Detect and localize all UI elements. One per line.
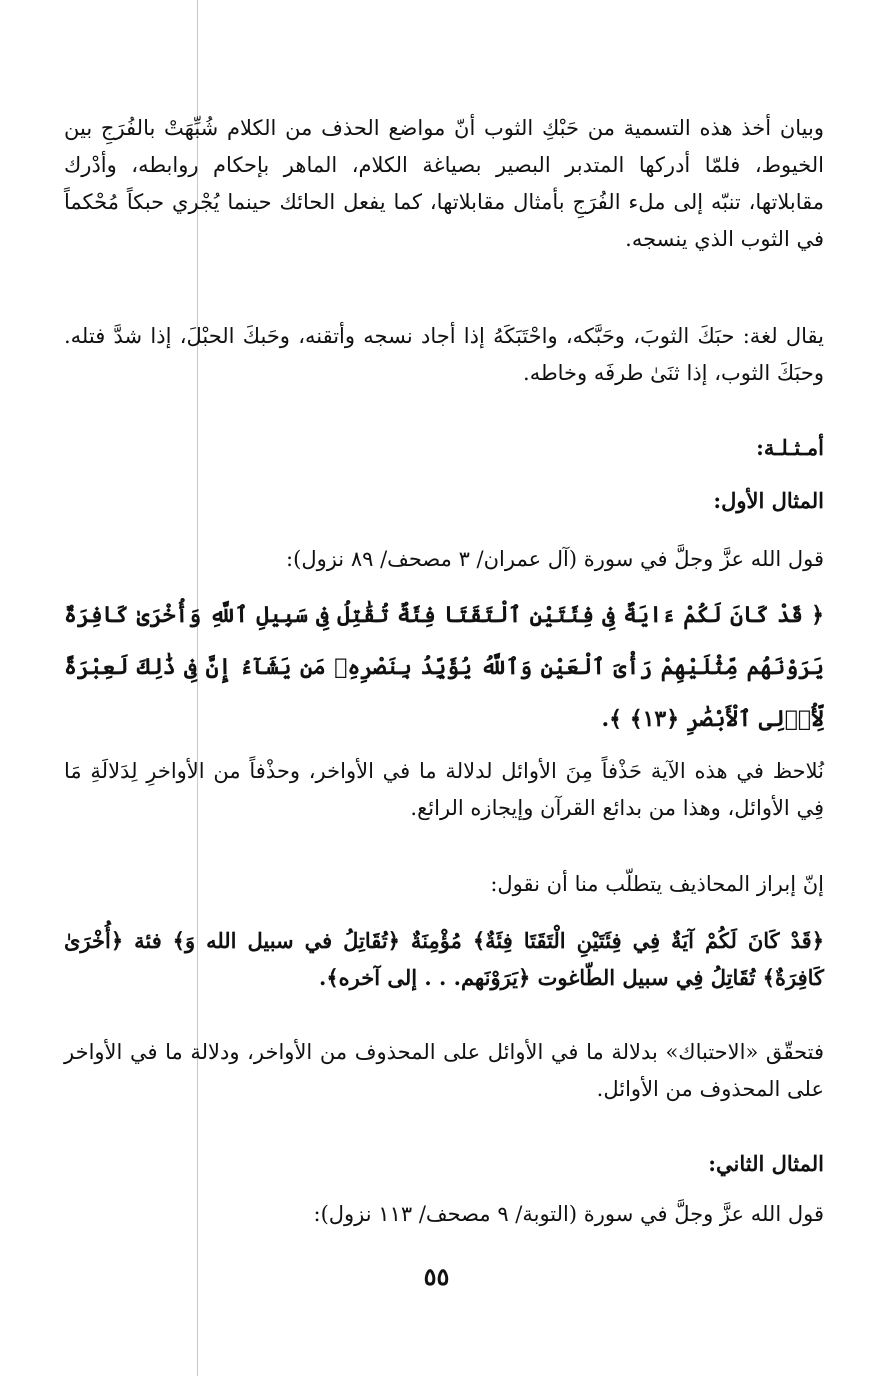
paragraph-5: إنّ إبراز المحاذيف يتطلّب منا أن نقول: bbox=[490, 872, 824, 896]
paragraph-2: يقال لغة: حبَكَ الثوبَ، وحَبَّكه، واحْتَبَكَهُ إذا أجاد نسجه وأتقنه، وحَبكَ الحبْلَ، إذا شدَّ فتله. وحبَكَ الثوب، إذا ثنَىٰ طرفَه وخاطه. bbox=[64, 324, 824, 385]
paragraph-7: فتحقّق «الاحتباك» بدلالة ما في الأوائل على المحذوف من الأواخر، ودلالة ما في الأواخر على المحذوف من الأوائل. bbox=[64, 1040, 824, 1101]
paragraph-3: قول الله عزَّ وجلَّ في سورة (آل عمران/ ٣ مصحف/ ٨٩ نزول): bbox=[286, 547, 824, 571]
page-number: ٥٥ bbox=[423, 1262, 450, 1291]
heading-first-example: المثال الأول: bbox=[713, 488, 824, 513]
heading-examples: أمـثـلـة: bbox=[756, 435, 824, 460]
paragraph-8: قول الله عزَّ وجلَّ في سورة (التوبة/ ٩ مصحف/ ١١٣ نزول): bbox=[313, 1202, 824, 1226]
heading-second-example: المثال الثاني: bbox=[708, 1151, 824, 1176]
paragraph-1: وبيان أخذ هذه التسمية من حَبْكِ الثوب أنّ مواضع الحذف من الكلام شُبِّهَتْ بالفُرَجِ بين الخيوط، فلمّا أدركها المتدبر البصير بصياغة الكلام، الماهر بإحكام روابطه، وأدْرك مقابلاتها، تنبّه إلى ملء الفُرَجِ بأمثال مقابلاتها، كما يفعل الحائك حينما يُجْري حبكاً مُحْكماً في الثوب الذي ينسجه. bbox=[64, 116, 824, 251]
paragraph-6: ﴿قَدْ كَانَ لَكُمْ آيَةٌ فِي فِئَتَيْنِ الْتَقَتَا فِئَةٌ﴾ مُؤْمِنَةٌ ﴿تُقَاتِلُ في سبيل الله وَ﴾ فئة ﴿أُخْرَىٰ كَافِرَةٌ﴾ تُقَاتِلُ فِي سبيل الطّاغوت ﴿يَرَوْنَهم. . . إلى آخره﴾. bbox=[64, 928, 824, 990]
paragraph-4: نُلاحظ في هذه الآية حَذْفاً مِنَ الأوائل لدلالة ما في الأواخر، وحذْفاً من الأواخرِ لِدَلالَةِ مَا فِي الأوائل، وهذا من بدائع القرآن وإيجازه الرائع. bbox=[64, 759, 824, 820]
quran-verse-1: ﴿ قَدْ كَانَ لَكُمْ ءَايَةٌ فِى فِئَتَيْنِ ٱلْتَقَتَا فِئَةٌ تُقَٰتِلُ فِى سَبِيلِ ٱللَّهِ وَأُخْرَىٰ كَافِرَةٌ يَرَوْنَهُم مِّثْلَيْهِمْ رَأْىَ ٱلْعَيْنِ وَٱللَّهُ يُؤَيِّدُ بِنَصْرِهِۦ مَن يَشَآءُ إِنَّ فِى ذَٰلِكَ لَعِبْرَةً لِّأُو۟لِى ٱلْأَبْصَٰرِ ﴿١٣﴾ ﴾. bbox=[64, 602, 824, 732]
